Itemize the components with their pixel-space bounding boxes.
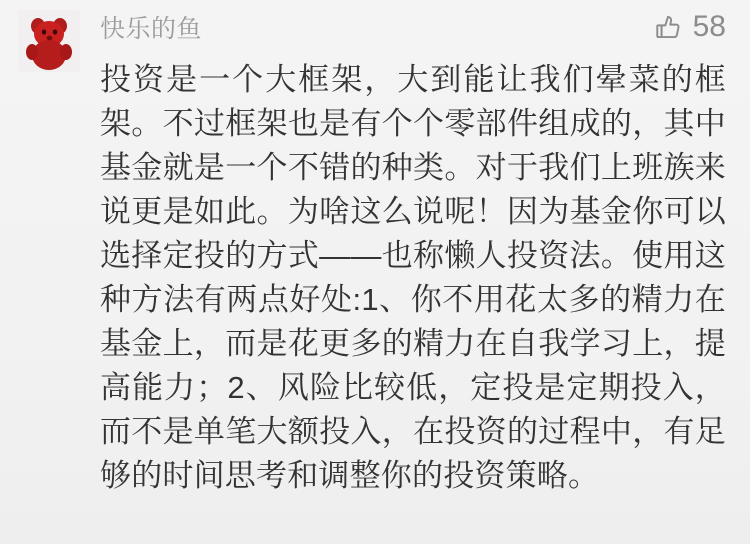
like-button[interactable]: [653, 10, 732, 44]
thumbs-up-icon: [653, 12, 683, 42]
comment-text: 投资是一个大框架，大到能让我们晕菜的框架。不过框架也是有个个零部件组成的，其中基金就是一个不错的种类。对于我们上班族来说更是如此。为啥这么说呢！因为基金你可以选择定投的方式——也称懒人投资法。使用这种方法有两点好处:1、你不用花太多的精力在基金上，而是花更多的精力在自我学习上，提高能力；2、风险比较低，定投是定期投入，而不是单笔大额投入，在投资的过程中，有足够的时间思考和调整你的投资策略。: [100, 62, 726, 493]
like-count: 58: [692, 10, 726, 43]
comment-header: [100, 10, 732, 56]
avatar[interactable]: [18, 10, 80, 72]
username[interactable]: 快乐的鱼: [100, 15, 203, 43]
